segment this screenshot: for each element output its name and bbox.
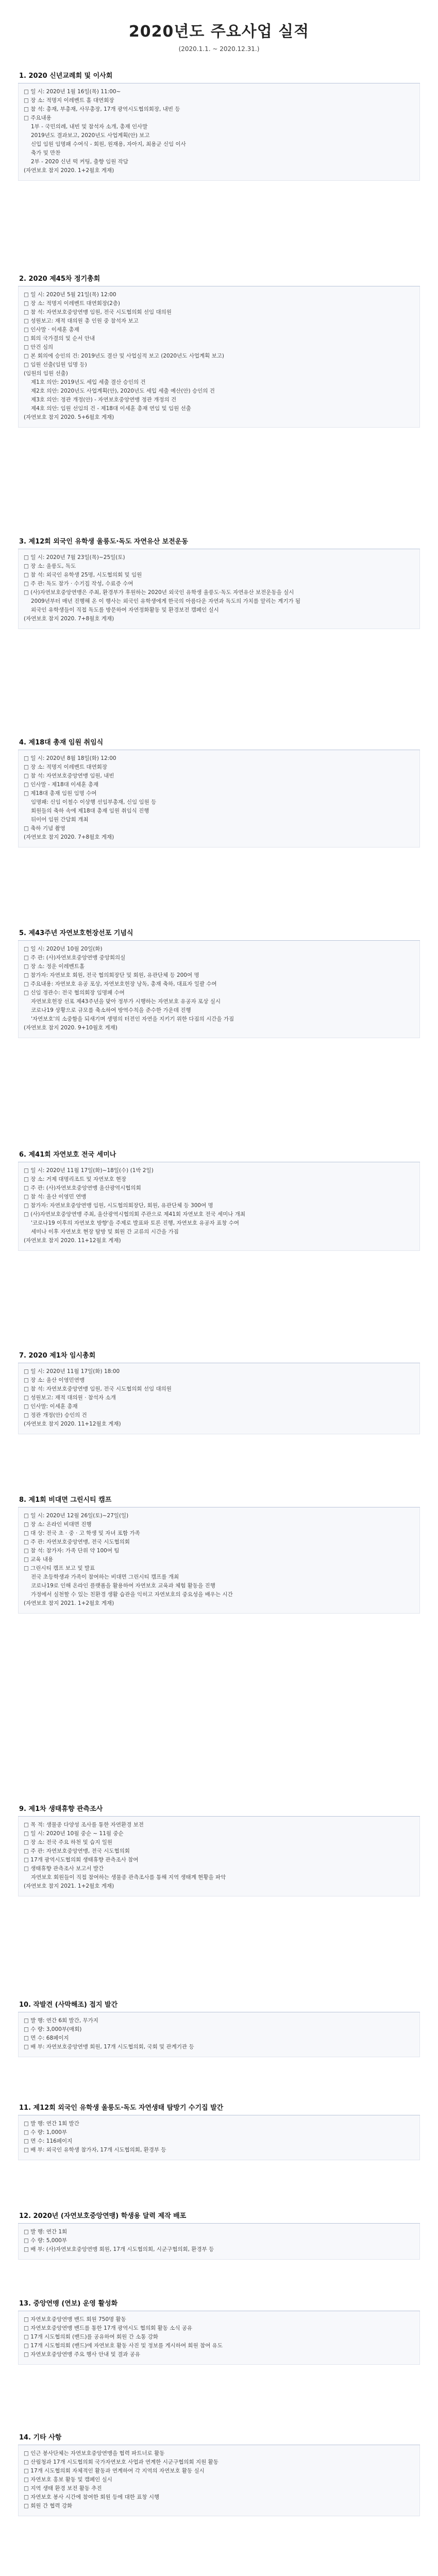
section-13 xyxy=(18,2298,420,2365)
section-line: □ 일 시: 2020년 8월 18일(화) 12:00 xyxy=(24,755,116,761)
section-4 xyxy=(18,737,420,848)
section-title: 6. 제41회 자연보호 전국 세미나 xyxy=(18,1149,420,1162)
section-line: □ (사)자연보호중앙연맹은 주최, 환경부가 후원하는 2020년 외국인 유학생 울릉도·독도 자연유산 보전운동을 실시 xyxy=(24,589,294,596)
section-line: □ 장 소: 적명지 이레벤트 홀 대연회장 xyxy=(24,97,114,104)
section-body xyxy=(18,2445,420,2516)
section-line: 외국인 유학생들이 직접 독도를 방문하여 자연정화활동 및 환경보전 캠페인 실시 xyxy=(31,607,219,613)
section-line: 제3호 의안: 정관 개정(안) - 자연보호중앙연맹 정관 개정의 건 xyxy=(31,397,177,403)
section-line: □ 수 량: 5,000부 xyxy=(24,2238,67,2244)
section-body xyxy=(18,1507,420,1614)
section-line: □ 참가자: 자연보호중앙연맹 임원, 시도협의회장단, 회원, 유관단체 등 300여 명 xyxy=(24,1202,213,1209)
section-body xyxy=(18,549,420,629)
section-12 xyxy=(18,2210,420,2260)
section-line: □ 회의 국가결의 및 순서 안내 xyxy=(24,335,95,342)
section-line: □ 17개 시도협의회 (밴드)를 공유하여 회원 간 소통 강화 xyxy=(24,2334,159,2340)
section-9 xyxy=(18,1803,420,1896)
section-line: □ 주 관: (사)자연보호중앙연맹 울산광역시협의회 xyxy=(24,1185,141,1191)
section-line: □ 주 관: (사)자연보호중앙연맹 중앙회의실 xyxy=(24,955,126,961)
section-line: (자연보호 참지 2020. 7+8월호 게재) xyxy=(24,834,114,840)
section-1 xyxy=(18,70,420,181)
section-7 xyxy=(18,1350,420,1434)
section-line: '자연보호'의 소중함을 되새기며 생명의 터전인 자연을 지키기 위한 다짐의 시간을 가짐 xyxy=(31,1016,234,1022)
section-line: (임원의 임원 선출) xyxy=(24,370,68,377)
section-line: □ 면 수: 116페이지 xyxy=(24,2138,73,2144)
section-line: □ 인사말 - 제18대 이세훈 총재 xyxy=(24,782,99,788)
section-line: (자연보호 참지 2021. 1+2월호 게재) xyxy=(24,1600,114,1606)
section-line: □ 인사말 · 이세훈 총재 xyxy=(24,327,79,333)
section-title: 13. 중앙연맹 (연보) 운영 활성화 xyxy=(18,2298,420,2311)
section-line: 코로나19 상황으로 규모를 축소하여 방역수칙을 준수한 가운데 진행 xyxy=(31,1007,191,1013)
section-line: □ 자연보호중앙연맹 주요 행사 안내 및 결과 공유 xyxy=(24,2351,141,2358)
section-line: □ 장 소: 울릉도, 독도 xyxy=(24,563,76,569)
section-line: □ 참 석: 참가자: 가족 단위 약 100여 팀 xyxy=(24,1548,120,1554)
section-title: 3. 제12회 외국인 유학생 울릉도·독도 자연유산 보전운동 xyxy=(18,536,420,549)
section-body xyxy=(18,1363,420,1434)
section-line: (자연보호 참지 2020. 5+6월호 게재) xyxy=(24,414,114,420)
section-line: 회원들의 축하 속에 제18대 총재 임원 취임식 진행 xyxy=(31,808,149,814)
section-title: 12. 2020년 (자연보호중앙연맹) 학생용 달력 제작 배포 xyxy=(18,2210,420,2224)
section-line: □ 자연보호중앙연맹 밴드를 통한 17개 광역시도 협의회 활동 소식 공유 xyxy=(24,2325,193,2331)
section-title: 7. 2020 제1차 임시총회 xyxy=(18,1350,420,1363)
section-line: □ 지역 생태 환경 보전 활동 추진 xyxy=(24,2485,102,2492)
section-line: 제1호 의안: 2019년도 세입 세출 결산 승인의 건 xyxy=(31,379,146,385)
section-line: □ 수 량: 1,000부 xyxy=(24,2129,67,2136)
section-line: □ 정관 개정(안) 승인의 건 xyxy=(24,1412,87,1418)
section-body xyxy=(18,1817,420,1896)
section-title: 9. 제1차 생태휴향 관측조사 xyxy=(18,1803,420,1817)
section-body xyxy=(18,750,420,848)
section-10 xyxy=(18,1999,420,2057)
section-title: 2. 2020 제45차 정기총회 xyxy=(18,273,420,286)
document-period: (2020.1.1. ~ 2020.12.31.) xyxy=(178,45,260,53)
section-line: (자연보호 참지 2020. 11+12월호 게재) xyxy=(24,1238,121,1244)
section-title: 4. 제18대 총재 임원 취임식 xyxy=(18,737,420,750)
section-line: 코로나19로 인해 온라인 플랫폼을 활용하여 자연보호 교육과 체험 활동을 진행 xyxy=(31,1583,215,1589)
section-line: 1부 - 국민의례, 내빈 및 참석자 소개, 총재 인사말 xyxy=(31,124,148,130)
section-3 xyxy=(18,536,420,629)
section-line: □ 성원보고: 재적 대의원 총 인원 중 참석자 보고 xyxy=(24,318,139,324)
section-body xyxy=(18,1162,420,1251)
section-title: 5. 제43주년 자연보호헌장선포 기념식 xyxy=(18,927,420,941)
section-line: □ 배 부: (사)자연보호중앙연맹 회원, 17개 시도협의회, 시군구협의회, 환경부 등 xyxy=(24,2246,214,2252)
section-line: □ 참 석: 자연보호중앙연맹 임원, 내빈 xyxy=(24,773,114,779)
section-line: □ 참 석: 외국인 유학생 25명, 시도협의회 및 임원 xyxy=(24,572,142,578)
section-line: □ 17개 광역시도협의회 생태휴향 관측조사 참여 xyxy=(24,1857,139,1863)
section-14 xyxy=(18,2432,420,2516)
section-line: □ 일 시: 2020년 11월 17일(화)~18일(수) (1박 2일) xyxy=(24,1167,154,1174)
section-line: □ 일 시: 2020년 7월 23일(목)~25일(토) xyxy=(24,554,125,561)
section-line: (자연보호 참지 2021. 1+2월호 게재) xyxy=(24,1883,114,1889)
section-line: □ 본 회의에 승인의 건: 2019년도 결산 및 사업실적 보고 (2020년도 사업계획 보고) xyxy=(24,353,225,359)
section-line: □ 생태휴향 관측조사 보고서 발간 xyxy=(24,1866,104,1872)
section-line: □ 참 석: 자연보호중앙연맹 임원, 전국 시도협의회 선임 대의원 xyxy=(24,309,172,315)
document-title: 2020년도 주요사업 실적 xyxy=(128,23,310,41)
section-title: 1. 2020 신년교례회 및 이사회 xyxy=(18,70,420,83)
section-line: 축가 및 만찬 xyxy=(31,150,61,156)
section-line: □ 축하 기념 촬영 xyxy=(24,825,65,832)
section-body xyxy=(18,2012,420,2057)
section-5 xyxy=(18,927,420,1038)
section-line: □ 일 시: 2020년 11월 17일(화) 18:00 xyxy=(24,1368,120,1375)
section-line: (자연보호 참지 2020. 11+12월호 게재) xyxy=(24,1421,121,1427)
section-line: □ 17개 시도협의회 자체적인 활동과 연계하여 각 지역의 자연보호 활동 실시 xyxy=(24,2468,205,2474)
section-line: □ (사)자연보호중앙연맹 주최, 울산광역시협의회 주관으로 제41회 자연보호 전국 세미나 개최 xyxy=(24,1211,245,1217)
section-line: □ 일 시: 2020년 12월 26일(토)~27일(일) xyxy=(24,1513,129,1519)
section-11 xyxy=(18,2102,420,2160)
section-line: □ 장 소: 온라인 비대면 진행 xyxy=(24,1521,92,1528)
section-line: □ 자연보호 봉사 시간에 참여한 회원 등에 대한 표창 시행 xyxy=(24,2494,160,2500)
section-line: □ 참 석: 울산 이영민 연맹 xyxy=(24,1194,87,1200)
section-line: □ 17개 시도협의회 (밴드)에 자연보호 활동 사진 및 정보를 게시하여 회원 참여 유도 xyxy=(24,2343,223,2349)
section-line: □ 교육 내용 xyxy=(24,1556,54,1563)
section-line: □ 장 소: 울산 이영민연맹 xyxy=(24,1377,85,1383)
section-line: 2009년부터 매년 진행해 온 이 행사는 외국인 유학생에게 한국의 아름다운 자연과 독도의 가치를 알리는 계기가 됨 xyxy=(31,598,301,604)
section-title: 10. 작발견 (사막해조) 접지 발간 xyxy=(18,1999,420,2012)
section-line: 뒤이어 임원 간담회 개최 xyxy=(31,817,89,823)
section-line: □ 배 부: 자연보호중앙연맹 회원, 17개 시도협의회, 국회 및 관계기관 등 xyxy=(24,2044,194,2050)
section-body xyxy=(18,2224,420,2260)
section-line: □ 장 소: 전국 주요 하천 및 습지 일원 xyxy=(24,1839,113,1845)
section-line: □ 산림청과 17개 시도협의회 국가자연보호 사업과 연계한 시군구협의회 지원 활동 xyxy=(24,2459,218,2465)
section-line: 2019년도 결과보고, 2020년도 사업계획(안) 보고 xyxy=(31,132,150,139)
section-body xyxy=(18,83,420,181)
section-line: 가정에서 실천할 수 있는 친환경 생활 습관을 익히고 자연보호의 중요성을 배우는 시간 xyxy=(31,1591,233,1598)
section-line: 신입 임원 임명패 수여식 - 회원, 원재용, 자아지, 최용군 신임 이사 xyxy=(31,141,186,147)
section-line: □ 주 관: 자연보호중앙연맹, 전국 시도협의회 xyxy=(24,1848,130,1854)
section-line: □ 주 관: 독도 참가 · 수기집 작성, 수료증 수여 xyxy=(24,581,133,587)
section-line: □ 회원 간 협력 강화 xyxy=(24,2503,73,2509)
section-line: □ 주요내용 xyxy=(24,115,52,121)
section-line: 세미나 이후 자연보호 현장 탐방 및 회원 간 교류의 시간을 가짐 xyxy=(31,1229,179,1235)
section-line: □ 참 석: 총재, 부총재, 사무총장, 17개 광역시도협의회장, 내빈 등 xyxy=(24,106,180,112)
section-line: '코로나19 이후의 자연보호 방향'을 주제로 발표와 토론 진행, 자연보호 유공자 표창 수여 xyxy=(31,1220,240,1226)
section-line: □ 인사말: 이세훈 총재 xyxy=(24,1403,78,1410)
section-line: □ 일 시: 2020년 1월 16일(목) 11:00~ xyxy=(24,89,121,95)
section-8 xyxy=(18,1494,420,1614)
section-line: □ 발 행: 연간 1회 발간 xyxy=(24,2121,79,2127)
section-body xyxy=(18,941,420,1038)
section-line: 전국 초등학생과 가족이 참여하는 비대면 그린시티 캠프를 개최 xyxy=(31,1574,179,1580)
section-line: 제4호 의안: 임원 선임의 건 - 제18대 이세훈 총재 연임 및 임원 선출 xyxy=(31,405,191,412)
section-title: 11. 제12회 외국인 유학생 울릉도·독도 자연생태 탐방기 수기집 발간 xyxy=(18,2102,420,2115)
document-header xyxy=(0,0,438,54)
section-line: 제2호 의안: 2020년도 사업계획(안), 2020년도 세입 세출 예산(안) 승인의 건 xyxy=(31,388,215,394)
section-line: □ 그린시티 캠프 보고 및 발표 xyxy=(24,1565,95,1571)
section-line: (자연보호 참지 2020. 7+8월호 게재) xyxy=(24,616,114,622)
section-line: □ 안건 심의 xyxy=(24,344,54,350)
section-line: □ 주요내용: 자연보호 유공 포상, 자연보호헌장 낭독, 총재 축하, 대표자 일괄 수여 xyxy=(24,981,217,987)
section-line: □ 제18대 총재 임원 임명 수여 xyxy=(24,790,97,796)
section-line: □ 인근 봉사단체는 자연보호중앙연맹을 협력 파트너로 활동 xyxy=(24,2450,165,2456)
section-title: 8. 제1회 비대면 그린시티 캠프 xyxy=(18,1494,420,1507)
section-line: □ 임원 선출(임원 임명 등) xyxy=(24,362,87,368)
section-line: □ 배 부: 외국인 유학생 참가자, 17개 시도협의회, 환경부 등 xyxy=(24,2147,166,2153)
section-line: □ 수 량: 3,000부(매회) xyxy=(24,2026,82,2032)
section-line: 임명패: 신임 이철수 이상행 선임부총재, 신임 임원 등 xyxy=(31,799,157,805)
section-title: 14. 기타 사항 xyxy=(18,2432,420,2445)
section-2 xyxy=(18,273,420,428)
section-line: □ 일 시: 2020년 5월 21일(목) 12:00 xyxy=(24,292,116,298)
section-body xyxy=(18,2115,420,2160)
section-line: □ 일 시: 2020년 10월 중순 ~ 11월 중순 xyxy=(24,1831,124,1837)
section-line: □ 참 석: 자연보호중앙연맹 임원, 전국 시도협의회 선임 대의원 xyxy=(24,1386,172,1392)
section-line: □ 면 수: 68페이지 xyxy=(24,2035,69,2041)
section-line: □ 발 행: 연간 6회 발간, 무가지 xyxy=(24,2018,98,2024)
section-line: 자연보호헌장 선포 제43주년을 맞아 정부가 시행하는 자연보호 유공자 포상 실시 xyxy=(31,998,221,1005)
section-line: □ 장 소: 거제 대명리조트 및 자연보호 현장 xyxy=(24,1176,127,1182)
section-line: □ 장 소: 적명지 이레벤트 대연회장(2층) xyxy=(24,300,121,307)
section-line: □ 신임 정관수: 전국 협의회장 임명패 수여 xyxy=(24,990,125,996)
section-line: □ 장 소: 적명지 이레벤트 대연회장 xyxy=(24,764,108,770)
section-line: □ 주 관: 자연보호중앙연맹, 전국 시도협의회 xyxy=(24,1539,130,1545)
section-line: 자연보호 회원들이 직접 참여하는 생물종 관측조사를 통해 지역 생태계 현황을 파악 xyxy=(31,1874,226,1880)
section-line: □ 목 적: 생물종 다양성 조사를 통한 자연환경 보전 xyxy=(24,1822,144,1828)
section-body xyxy=(18,286,420,428)
section-line: □ 자연보호 홍보 활동 및 캠페인 실시 xyxy=(24,2477,112,2483)
section-line: □ 일 시: 2020년 10월 20일(화) xyxy=(24,946,103,952)
section-body xyxy=(18,2311,420,2365)
section-line: □ 참가자: 자연보호 회원, 전국 협의회장단 및 회원, 유관단체 등 200여 명 xyxy=(24,972,199,978)
section-line: (자연보호 참지 2020. 1+2월호 게재) xyxy=(24,167,114,174)
section-line: (자연보호 참지 2020. 9+10월호 게재) xyxy=(24,1025,117,1031)
section-line: □ 발 행: 연간 1회 xyxy=(24,2229,68,2235)
section-line: □ 자연보호중앙연맹 밴드 회원 750명 활동 xyxy=(24,2316,126,2323)
section-line: 2부 - 2020 신년 떡 커팅, 출향 임원 작담 xyxy=(31,159,128,165)
section-6 xyxy=(18,1149,420,1251)
section-line: □ 장 소: 정운 이레벤트홀 xyxy=(24,963,85,970)
section-line: □ 대 상: 전국 초 · 중 · 고 학생 및 자녀 포함 가족 xyxy=(24,1530,140,1536)
section-line: □ 성원보고: 재적 대의원 · 참석자 소개 xyxy=(24,1395,116,1401)
